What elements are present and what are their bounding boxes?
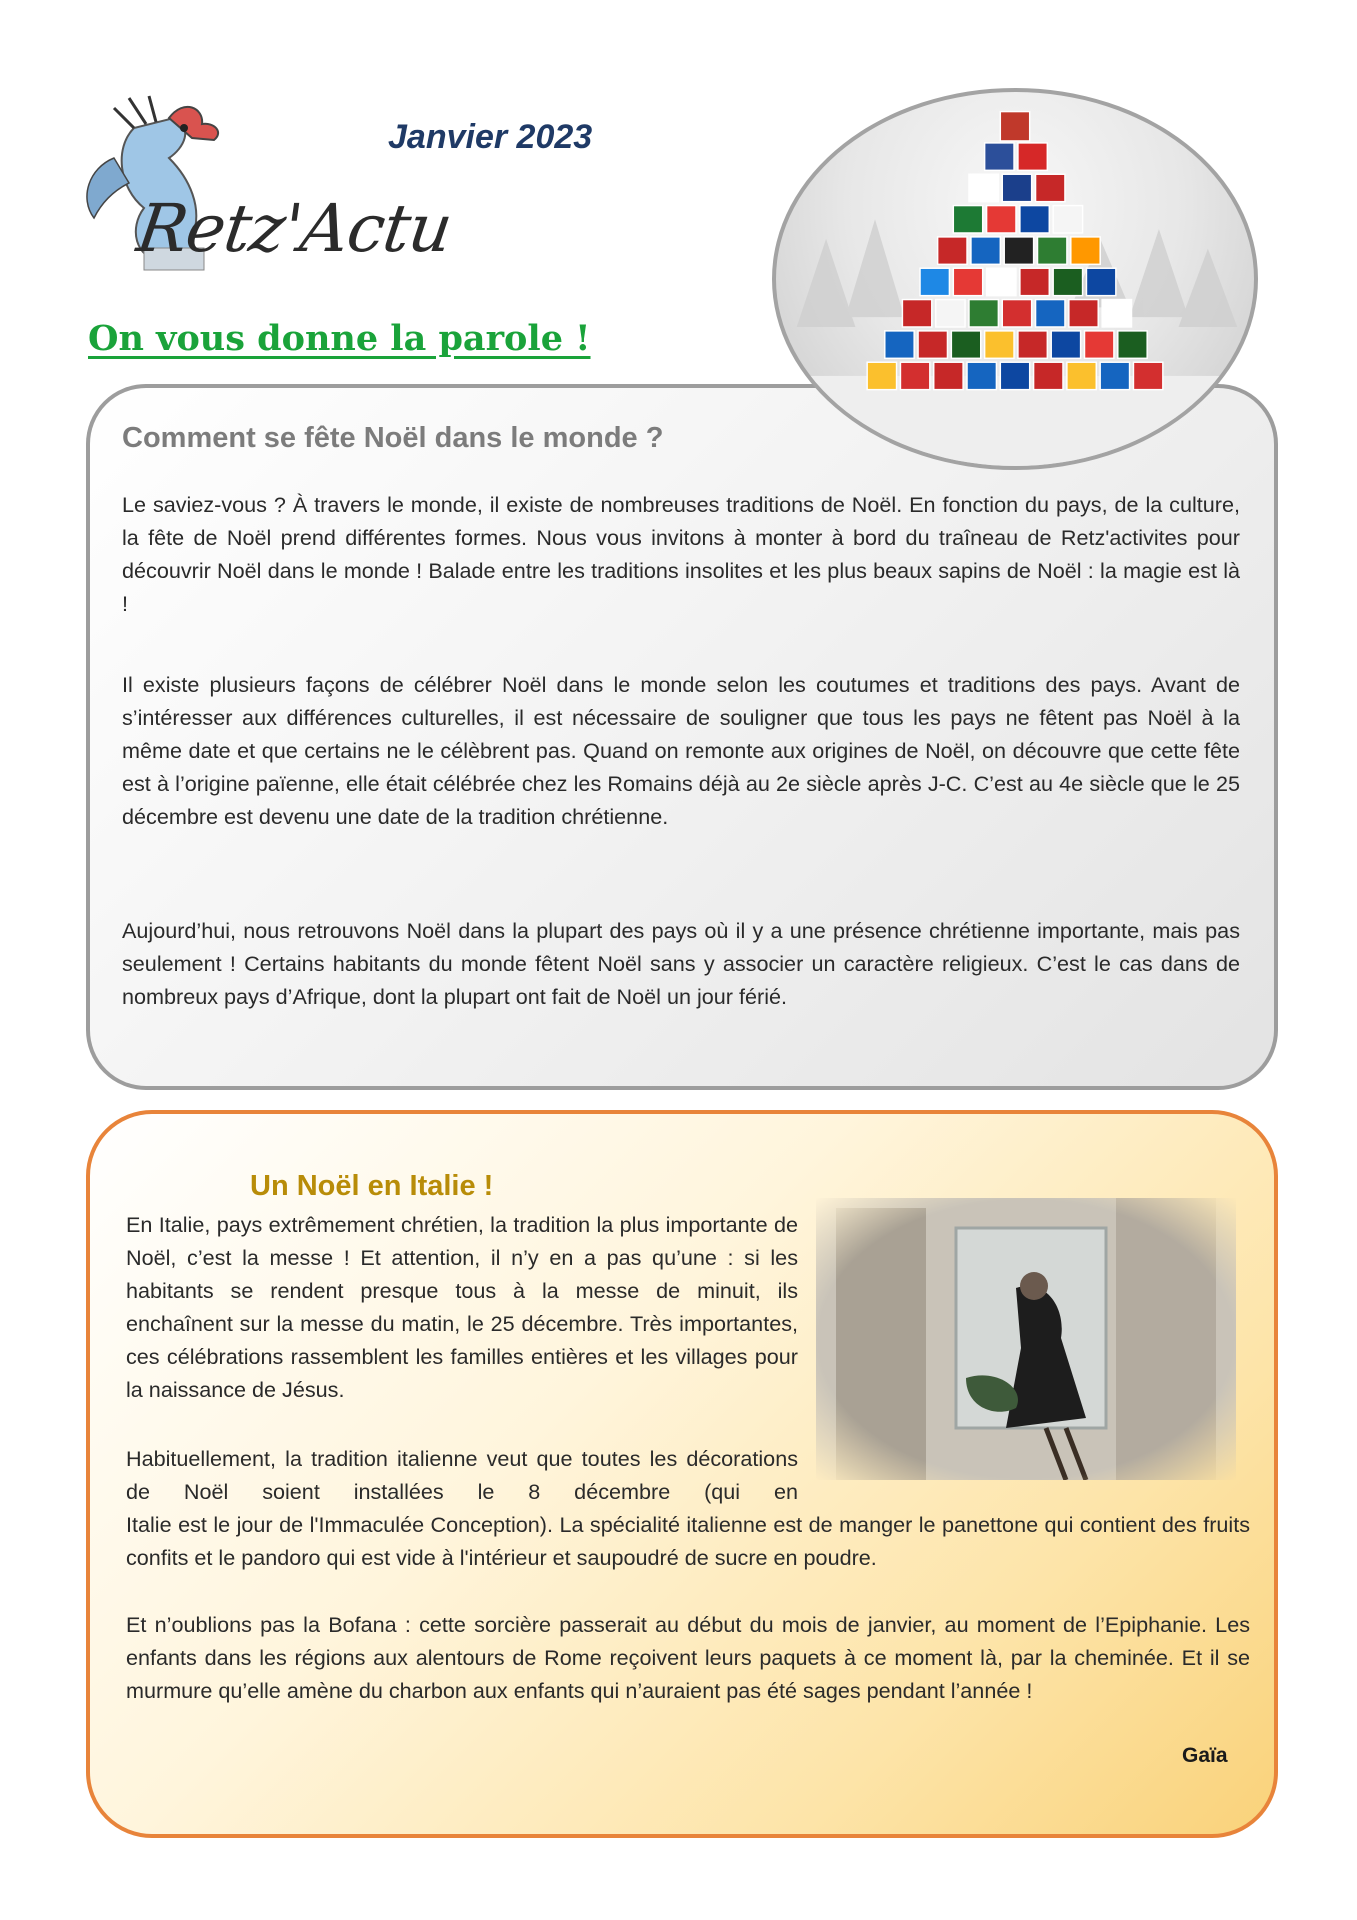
logo-wordmark: Retz'Actu <box>132 190 457 267</box>
befana-illustration <box>816 1198 1236 1480</box>
article-world-paragraph: Il existe plusieurs façons de célébrer Noël dans le monde selon les coutumes et traditions des pays. Avant de s’intéresser aux différences culturelles, il est nécessaire de souligner que tous les pays ne fêtent pas Noël à la même date et que certains ne le célèbrent pas. Quand on remonte aux origines de Noël, on découvre que cette fête est à l’origine païenne, elle était célébrée chez les Romains déjà au 2e siècle après J-C. C’est au 4e siècle que le 25 décembre est devenu une date de la tradition chrétienne. <box>122 672 1240 829</box>
article-italy-title: Un Noël en Italie ! <box>250 1170 494 1202</box>
issue-date: Janvier 2023 <box>388 118 593 156</box>
article-world-title: Comment se fête Noël dans le monde ? <box>122 422 664 454</box>
flag-tree-illustration <box>776 92 1254 466</box>
article-italy-paragraph: Et n’oublions pas la Bofana : cette sorcière passerait au début du mois de janvier, au moment de l’Epiphanie. Les enfants dans les régions aux alentours de Rome reçoivent leurs paquets à ce moment là, par la cheminée. Et il se murmure qu’elle amène du charbon aux enfants qui n’auraient pas été sages pendant l’année ! <box>126 1612 1250 1703</box>
article-italy-paragraph: En Italie, pays extrêmement chrétien, la tradition la plus importante de Noël, c’est la messe ! Et attention, il n’y en a pas qu’une : si les habitants se rendent presque tous à la messe de minuit, ils enchaînent sur la messe du matin, le 25 décembre. Très importantes, ces célébrations rassemblent les familles entières et les villages pour la naissance de Jésus. <box>126 1212 798 1402</box>
article-author: Gaïa <box>1182 1744 1228 1767</box>
befana-photo <box>816 1198 1236 1480</box>
flag-gift-tree-image <box>772 88 1258 470</box>
section-title: On vous donne la parole ! <box>88 318 591 359</box>
article-italy-paragraph: Italie est le jour de l'Immaculée Conception). La spécialité italienne est de manger le panettone qui contient des fruits confits et le pandoro qui est vide à l'intérieur et saupoudré de sucre en poudre. <box>126 1512 1250 1570</box>
article-world-paragraph: Le saviez-vous ? À travers le monde, il existe de nombreuses traditions de Noël. En fonction du pays, de la culture, la fête de Noël prend différentes formes. Nous vous invitons à monter à bord du traîneau de Retz'activites pour découvrir Noël dans le monde ! Balade entre les traditions insolites et les plus beaux sapins de Noël : la magie est là ! <box>122 492 1240 616</box>
article-italy-paragraph: Habituellement, la tradition italienne veut que toutes les décorations de Noël soient installées le 8 décembre (qui en <box>126 1446 798 1504</box>
article-world-paragraph: Aujourd’hui, nous retrouvons Noël dans la plupart des pays où il y a une présence chrétienne importante, mais pas seulement ! Certains habitants du monde fêtent Noël sans y associer un caractère religieux. C’est le cas dans de nombreux pays d’Afrique, dont la plupart ont fait de Noël un jour férié. <box>122 918 1240 1009</box>
